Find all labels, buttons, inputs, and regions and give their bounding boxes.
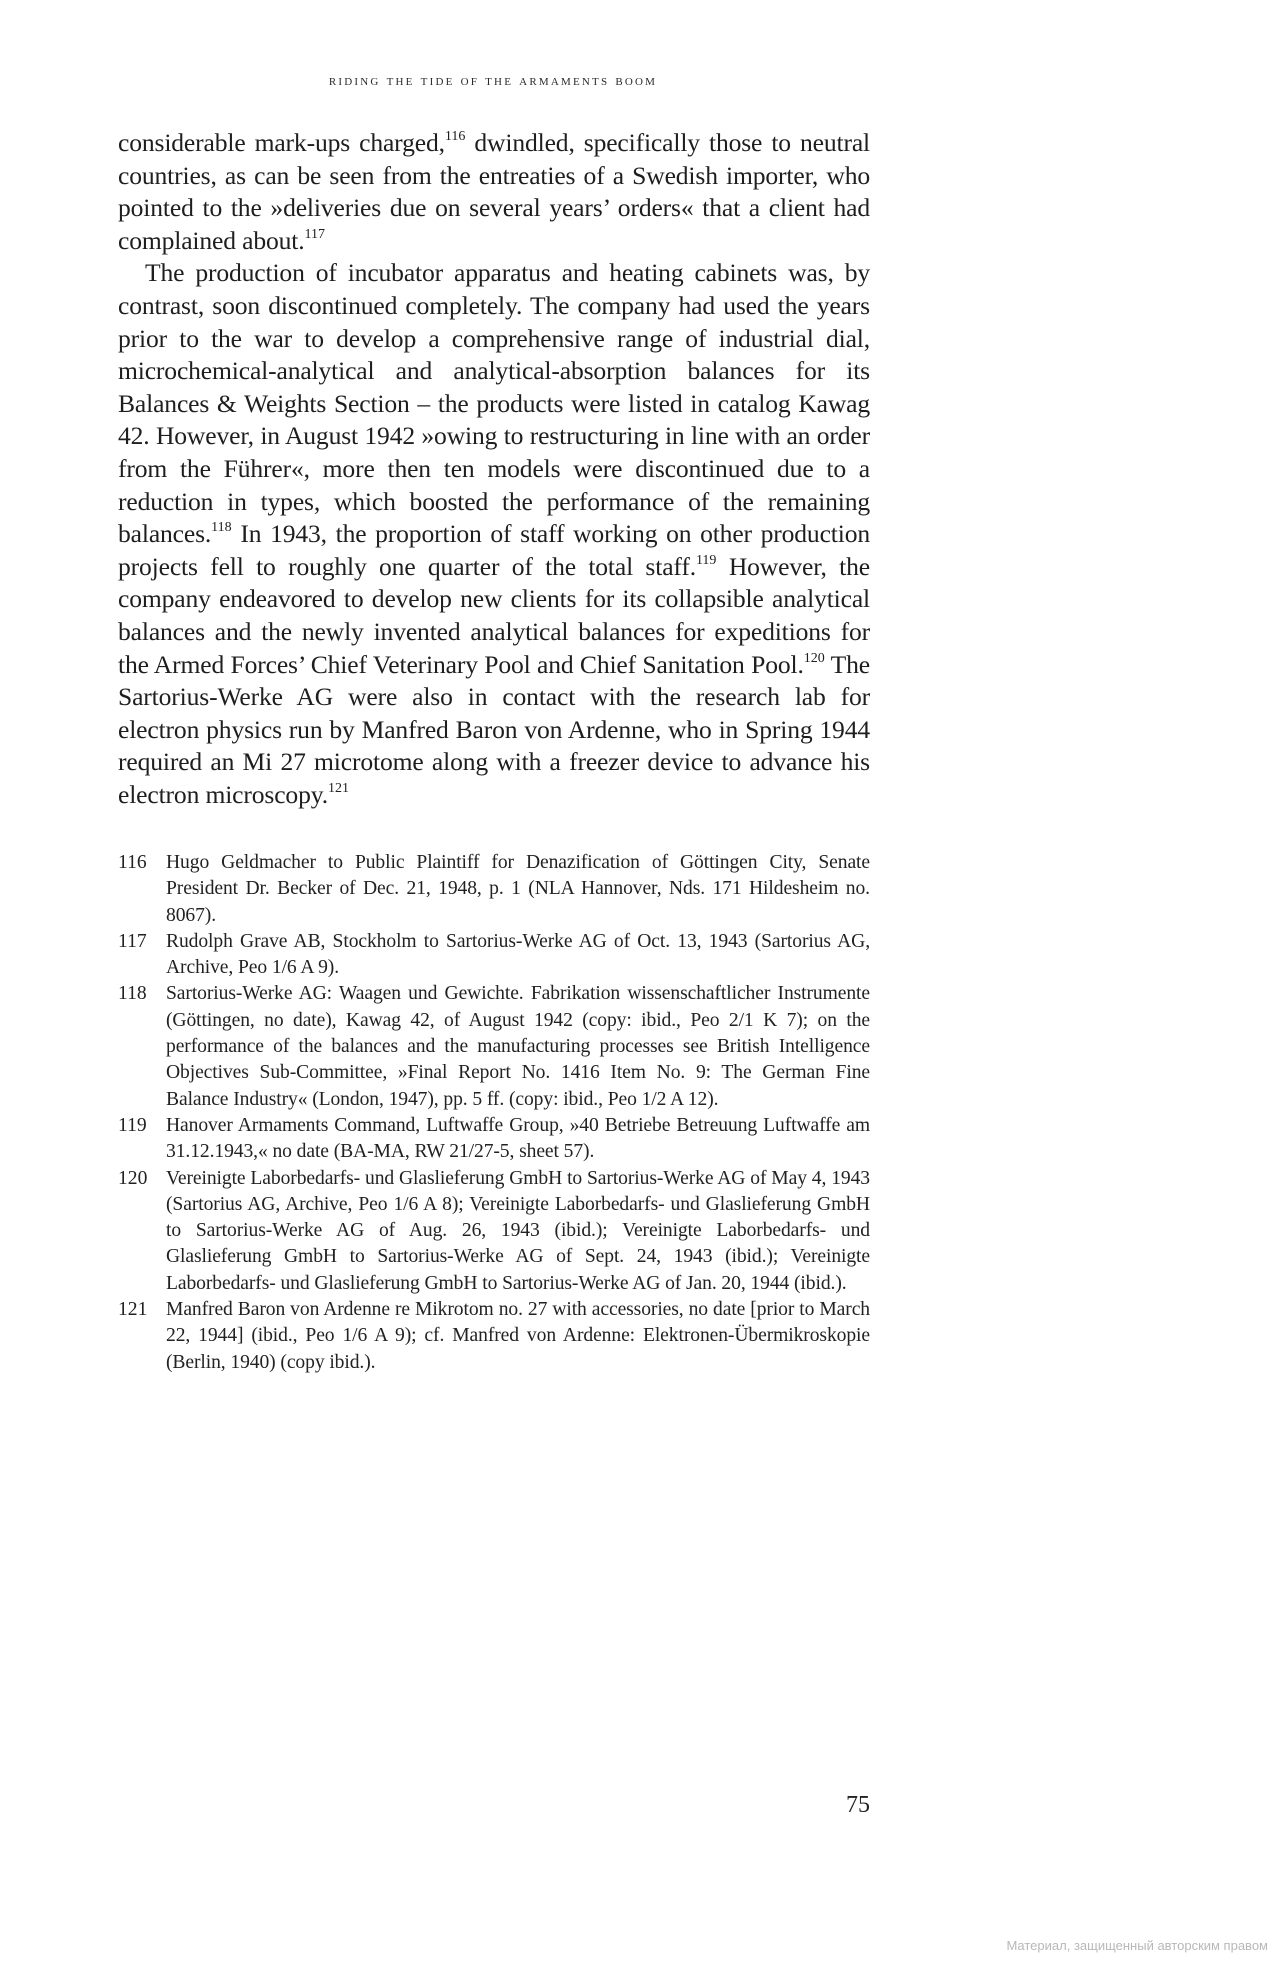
footnote-text: Hugo Geldmacher to Public Plaintiff for Denazification of Göttingen City, Senate President Dr. Becker of Dec. 21, 1948, p. 1 (NLA Hannover, Nds. 171 Hildesheim no. 8067). — [166, 852, 870, 926]
footnote-reference[interactable]: 119 — [695, 552, 717, 568]
footnote-reference[interactable]: 117 — [304, 226, 325, 242]
footnotes-section — [118, 850, 870, 1376]
footnote-number: 119 — [118, 1114, 147, 1136]
footnote-reference[interactable]: 118 — [211, 520, 232, 536]
footnote-number: 120 — [118, 1167, 148, 1189]
body-text — [118, 127, 870, 811]
footnote-121 — [118, 1297, 870, 1376]
footnote-reference[interactable]: 121 — [327, 780, 349, 796]
running-head: riding the tide of the armaments boom — [328, 72, 658, 89]
footnote-reference[interactable]: 116 — [444, 129, 466, 144]
paragraph-2: The production of incubator apparatus and heating cabinets was, by contrast, soon discontinued completely. The company had used the years prior to the war to develop a comprehensive range of industrial dial, microchemical-analytical and analytical-absorption balances for its Balances & Weights Section – the products were listed in catalog Kawag 42. However, in August 1942 »owing to restructuring in line with an order from the Führer«, more then ten models were discontinued due to a reduction in types, which boosted the performance of the remaining balances.$^{118}$ In 1943, the proportion of staff working on other production projects fell to roughly one quarter of the total staff.$^{119}$ However, the company endeavored to develop new clients for its collapsible analytical balances and the newly invented analytical balances for expeditions for the Armed Forces’ Chief Veterinary Pool and Chief Sanitation Pool.$^{120}$ The Sartorius-Werke AG were also in contact with the research lab for electron physics run by Manfred Baron von Ardenne, who in Spring 1944 required an Mi 27 microtome along with a freezer device to advance his electron microscopy.$^{121}$ — [118, 258, 870, 809]
footnote-text: Sartorius-Werke AG: Waagen und Gewichte. Fabrikation wissenschaftlicher Instrumente (Göttingen, no date), Kawag 42, of August 1942 (copy: ibid., Peo 2/1 K 7); on the performance of the balances and the manufacturing processes see British Intelligence Objectives Sub-Committee, »Final Report No. 1416 Item No. 9: The German Fine Balance Industry« (London, 1947), pp. 5 ff. (copy: ibid., Peo 1/2 A 12). — [166, 983, 870, 1110]
footnote-text: Hanover Armaments Command, Luftwaffe Group, »40 Betriebe Betreuung Luftwaffe am 31.12.1943,« no date (BA-MA, RW 21/27-5, sheet 57). — [166, 1114, 870, 1163]
paragraph-1: considerable mark-ups charged,$^{116}$ dwindled, specifically those to neutral countries, as can be seen from the entreaties of a Swedish importer, who pointed to the »deliveries due on several years’ orders« that a client had complained about.$^{117}$ — [118, 128, 870, 255]
footnote-120 — [118, 1166, 870, 1297]
footnote-text: Rudolph Grave AB, Stockholm to Sartorius-Werke AG of Oct. 13, 1943 (Sartorius AG, Archive, Peo 1/6 A 9). — [166, 930, 870, 979]
footnote-text: Vereinigte Laborbedarfs- und Glaslieferung GmbH to Sartorius-Werke AG of May 4, 1943 (Sartorius AG, Archive, Peo 1/6 A 8); Vereinigte Laborbedarfs- und Glaslieferung GmbH to Sartorius-Werke AG of Aug. 26, 1943 (ibid.); Vereinigte Laborbedarfs- und Glaslieferung GmbH to Sartorius-Werke AG of Sept. 24, 1943 (ibid.); Vereinigte Laborbedarfs- und Glaslieferung GmbH to Sartorius-Werke AG of Jan. 20, 1944 (ibid.). — [166, 1167, 870, 1294]
footnote-text: Manfred Baron von Ardenne re Mikrotom no. 27 with accessories, no date [prior to March 22, 1944] (ibid., Peo 1/6 A 9); cf. Manfred von Ardenne: Elektronen-Übermikroskopie (Berlin, 1940) (copy ibid.). — [166, 1299, 870, 1373]
footnote-number: 117 — [118, 930, 147, 952]
footnote-number: 116 — [118, 852, 147, 873]
footnote-117 — [118, 929, 870, 982]
footnote-118 — [118, 981, 870, 1112]
footnote-number: 118 — [118, 983, 147, 1005]
footnote-number: 121 — [118, 1299, 148, 1321]
copyright-watermark: Материал, защищенный авторским правом — [1006, 1938, 1268, 1953]
page-number: 75 — [846, 1792, 870, 1818]
footnote-reference[interactable]: 120 — [803, 650, 825, 666]
footnote-119 — [118, 1113, 870, 1166]
footnote-116 — [118, 850, 870, 929]
